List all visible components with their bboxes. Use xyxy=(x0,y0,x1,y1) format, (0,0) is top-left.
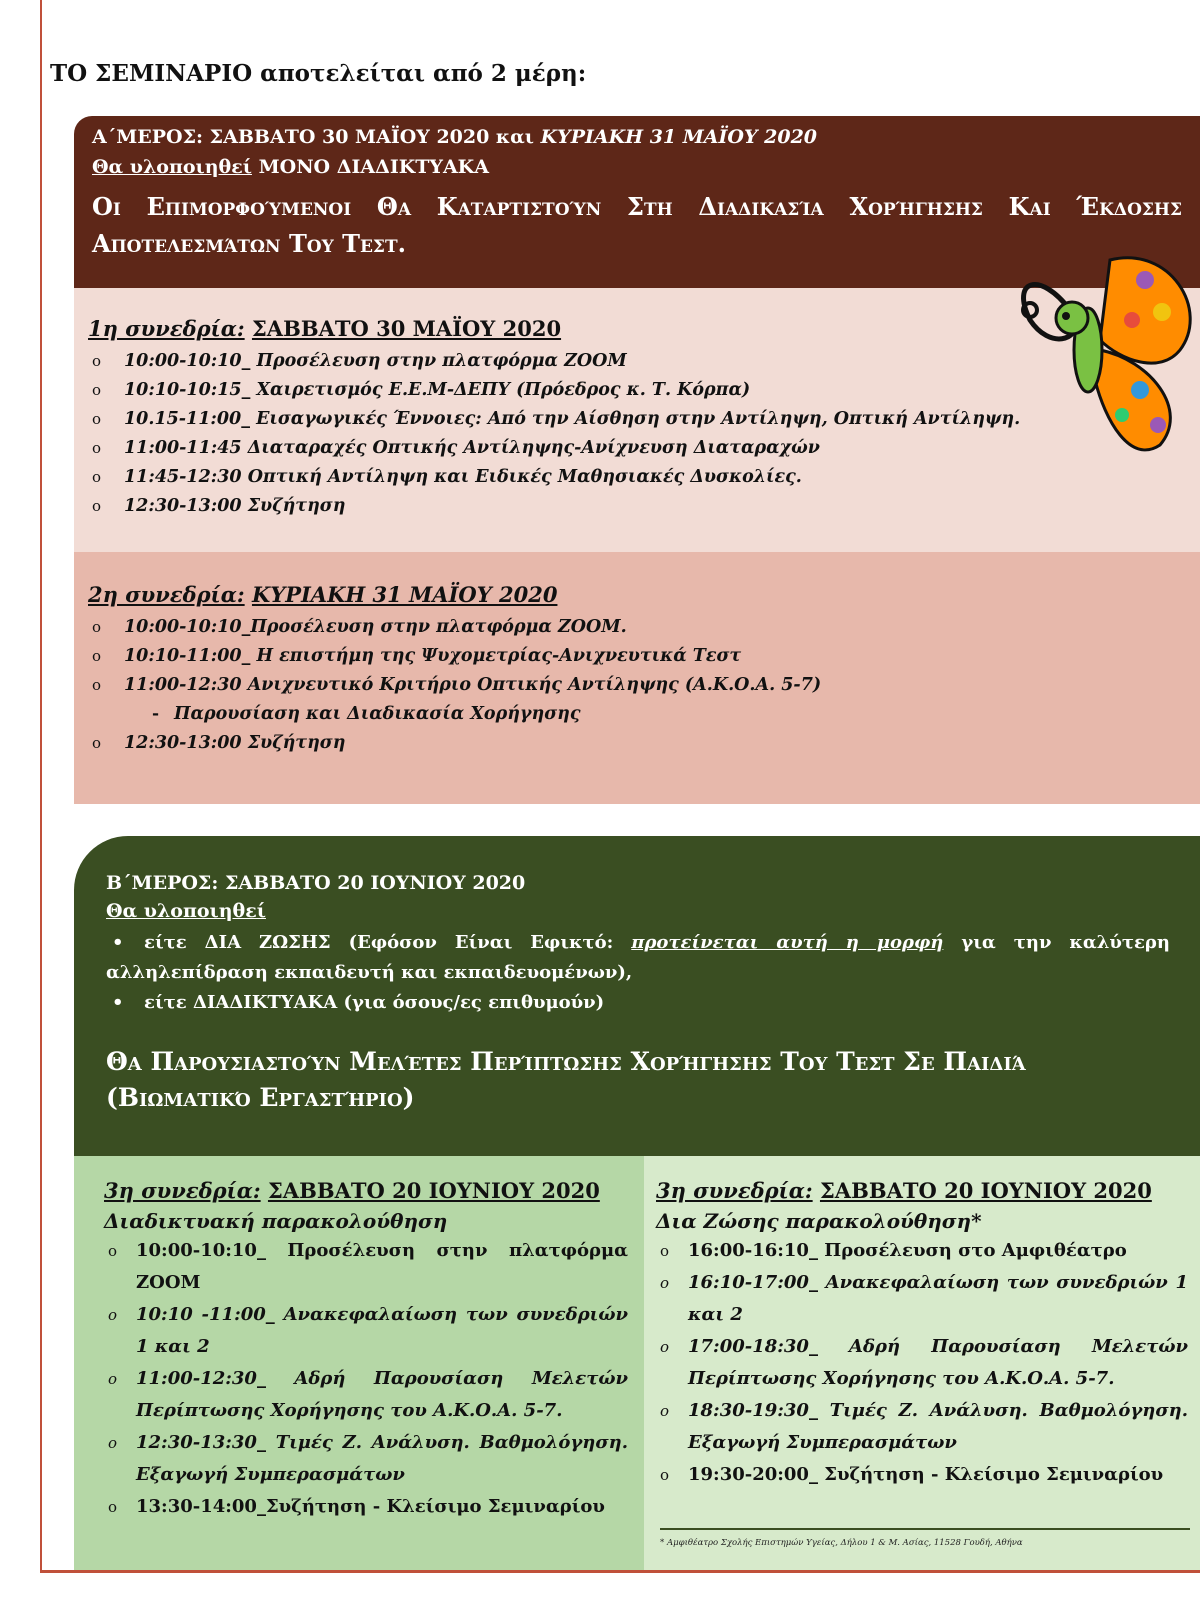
list-item: o 10:00-10:10_ Προσέλευση στην πλατφόρμα ZOOM xyxy=(88,347,1186,376)
part-a-title-prefix: Α΄ΜΕΡΟΣ: ΣΑΒΒΑΤΟ 30 ΜΑΪΟΥ 2020 και xyxy=(92,126,534,148)
session-3-online-subtitle: Διαδικτυακή παρακολούθηση xyxy=(104,1209,448,1233)
list-item: o 17:00-18:30_ Αδρή Παρουσίαση Μελετών Περίπτωσης Χορήγησης του Α.Κ.Ο.Α. 5-7. xyxy=(656,1331,1188,1395)
session-3-inperson-date: ΣΑΒΒΑΤΟ 20 ΙΟΥΝΙΟΥ 2020 xyxy=(819,1178,1152,1203)
footnote-divider xyxy=(660,1528,1190,1530)
list-item: o 16:00-16:10_ Προσέλευση στο Αμφιθέατρο xyxy=(656,1235,1188,1267)
part-b-headline-line1: Θα Παρουσιαστούν Μελέτες Περίπτωσης Χορήγησης Του Τεστ Σε Παιδιά xyxy=(106,1047,1026,1076)
bullet-suffix: για την καλύτερη αλληλεπίδραση εκπαιδευτή και εκπαιδευομένων), xyxy=(106,932,1170,983)
part-a-title xyxy=(92,126,1182,148)
session-3-inperson xyxy=(644,1156,1200,1570)
bullet-prefix: είτε ΔΙΑ ΖΩΣΗΣ (Εφόσον Είναι Εφικτό: xyxy=(144,932,614,953)
session-2-list xyxy=(88,613,1186,758)
session-3-inperson-title xyxy=(656,1178,1188,1203)
part-a-mode xyxy=(92,156,1182,178)
list-item: o 10:10-10:15_ Χαιρετισμός Ε.Ε.Μ-ΔΕΠΥ (Πρόεδρος κ. Τ. Κόρπα) xyxy=(88,376,1186,405)
session-3-online-title xyxy=(104,1178,628,1203)
part-a-mode-prefix: Θα υλοποιηθεί xyxy=(92,156,252,178)
part-b-bullet-inperson: • είτε ΔΙΑ ΖΩΣΗΣ (Εφόσον Είναι Εφικτό: προτείνεται αυτή η μορφή για την καλύτερη αλληλεπίδραση εκπαιδευτή και εκπαιδευομένων), xyxy=(106,932,1170,983)
session-3-inperson-subtitle: Δια Ζώσης παρακολούθηση* xyxy=(656,1209,982,1233)
list-item: o 10:00-10:10_ Προσέλευση στην πλατφόρμα ZOOM xyxy=(104,1235,628,1299)
list-item: o 12:30-13:30_ Τιμές Ζ. Ανάλυση. Βαθμολόγηση. Εξαγωγή Συμπερασμάτων xyxy=(104,1427,628,1491)
butterfly-icon xyxy=(1000,250,1200,460)
session-3-inperson-list xyxy=(656,1235,1188,1491)
part-a-title-italic: ΚΥΡΙΑΚΗ 31 ΜΑΪΟΥ 2020 xyxy=(540,126,818,148)
list-item: o 11:00-12:30 Ανιχνευτικό Κριτήριο Οπτικής Αντίληψης (Α.Κ.Ο.Α. 5-7) xyxy=(88,671,1186,700)
list-item: o 12:30-13:00 Συζήτηση xyxy=(88,729,1186,758)
session-2-date: ΚΥΡΙΑΚΗ 31 ΜΑΪΟΥ 2020 xyxy=(251,582,558,607)
bullet-emphasis: προτείνεται αυτή η μορφή xyxy=(631,932,944,953)
part-a-headline: Οι Επιμορφούμενοι Θα Καταρτιστούν Στη Διαδικασία Χορήγησης Και Έκδοσης Αποτελεσμάτων Του Τεστ. xyxy=(92,192,1182,259)
part-b-headline-line2: (Βιωματικό Εργαστήριο) xyxy=(106,1083,415,1113)
list-item: o 12:30-13:00 Συζήτηση xyxy=(88,492,1186,521)
session-3-online-list xyxy=(104,1235,628,1523)
session-1-date: ΣΑΒΒΑΤΟ 30 ΜΑΪΟΥ 2020 xyxy=(251,316,562,341)
page-frame-left xyxy=(40,0,42,1572)
part-b-title: Β΄ΜΕΡΟΣ: ΣΑΒΒΑΤΟ 20 ΙΟΥΝΙΟΥ 2020 xyxy=(106,872,526,894)
list-item: o 18:30-19:30_ Τιμές Ζ. Ανάλυση. Βαθμολόγηση. Εξαγωγή Συμπερασμάτων xyxy=(656,1395,1188,1459)
bullet-text: είτε ΔΙΑΔΙΚΤΥΑΚΑ (για όσους/ες επιθυμούν) xyxy=(144,992,605,1013)
footnote: * Αμφιθέατρο Σχολής Επιστημών Υγείας, Δήλου 1 & Μ. Ασίας, 11528 Γουδή, Αθήνα xyxy=(660,1538,1023,1548)
part-a-mode-value: ΜΟΝΟ ΔΙΑΔΙΚΤΥΑΚΑ xyxy=(258,156,489,178)
list-item: o 10:10-11:00_ Η επιστήμη της Ψυχομετρίας-Ανιχνευτικά Τεστ xyxy=(88,642,1186,671)
part-b-header xyxy=(74,836,1200,1156)
list-item: o 11:00-12:30_ Αδρή Παρουσίαση Μελετών Περίπτωσης Χορήγησης του Α.Κ.Ο.Α. 5-7. xyxy=(104,1363,628,1427)
list-item: o 11:45-12:30 Οπτική Αντίληψη και Ειδικές Μαθησιακές Δυσκολίες. xyxy=(88,463,1186,492)
list-item: o 16:10-17:00_ Ανακεφαλαίωση των συνεδριών 1 και 2 xyxy=(656,1267,1188,1331)
part-b-bullet-online: • είτε ΔΙΑΔΙΚΤΥΑΚΑ (για όσους/ες επιθυμούν) xyxy=(112,992,605,1013)
session-3-inperson-label: 3η συνεδρία: xyxy=(656,1178,813,1203)
session-2 xyxy=(74,552,1200,804)
list-item: o 10:10 -11:00_ Ανακεφαλαίωση των συνεδριών 1 και 2 xyxy=(104,1299,628,1363)
session-3-online-label: 3η συνεδρία: xyxy=(104,1178,261,1203)
list-item: o 10:00-10:10_Προσέλευση στην πλατφόρμα ZOOM. xyxy=(88,613,1186,642)
page-frame-bottom xyxy=(40,1570,1200,1573)
intro-text: ΤΟ ΣΕΜΙΝΑΡΙΟ αποτελείται από 2 μέρη: xyxy=(50,60,587,87)
list-item: o 10.15-11:00_ Εισαγωγικές Έννοιες: Από την Αίσθηση στην Αντίληψη, Οπτική Αντίληψη. xyxy=(88,405,1186,434)
list-item: o 13:30-14:00_Συζήτηση - Κλείσιμο Σεμιναρίου xyxy=(104,1491,628,1523)
list-item: o 11:00-11:45 Διαταραχές Οπτικής Αντίληψης-Ανίχνευση Διαταραχών xyxy=(88,434,1186,463)
part-b-mode: Θα υλοποιηθεί xyxy=(106,900,266,922)
session-1-label: 1η συνεδρία: xyxy=(88,316,245,341)
session-2-title xyxy=(88,582,1186,607)
list-subitem: - Παρουσίαση και Διαδικασία Χορήγησης xyxy=(88,700,1186,729)
session-3-online-date: ΣΑΒΒΑΤΟ 20 ΙΟΥΝΙΟΥ 2020 xyxy=(267,1178,600,1203)
session-3-online xyxy=(74,1156,644,1570)
part-b-headline xyxy=(106,1044,1170,1117)
session-2-label: 2η συνεδρία: xyxy=(88,582,245,607)
list-item: o 19:30-20:00_ Συζήτηση - Κλείσιμο Σεμιναρίου xyxy=(656,1459,1188,1491)
